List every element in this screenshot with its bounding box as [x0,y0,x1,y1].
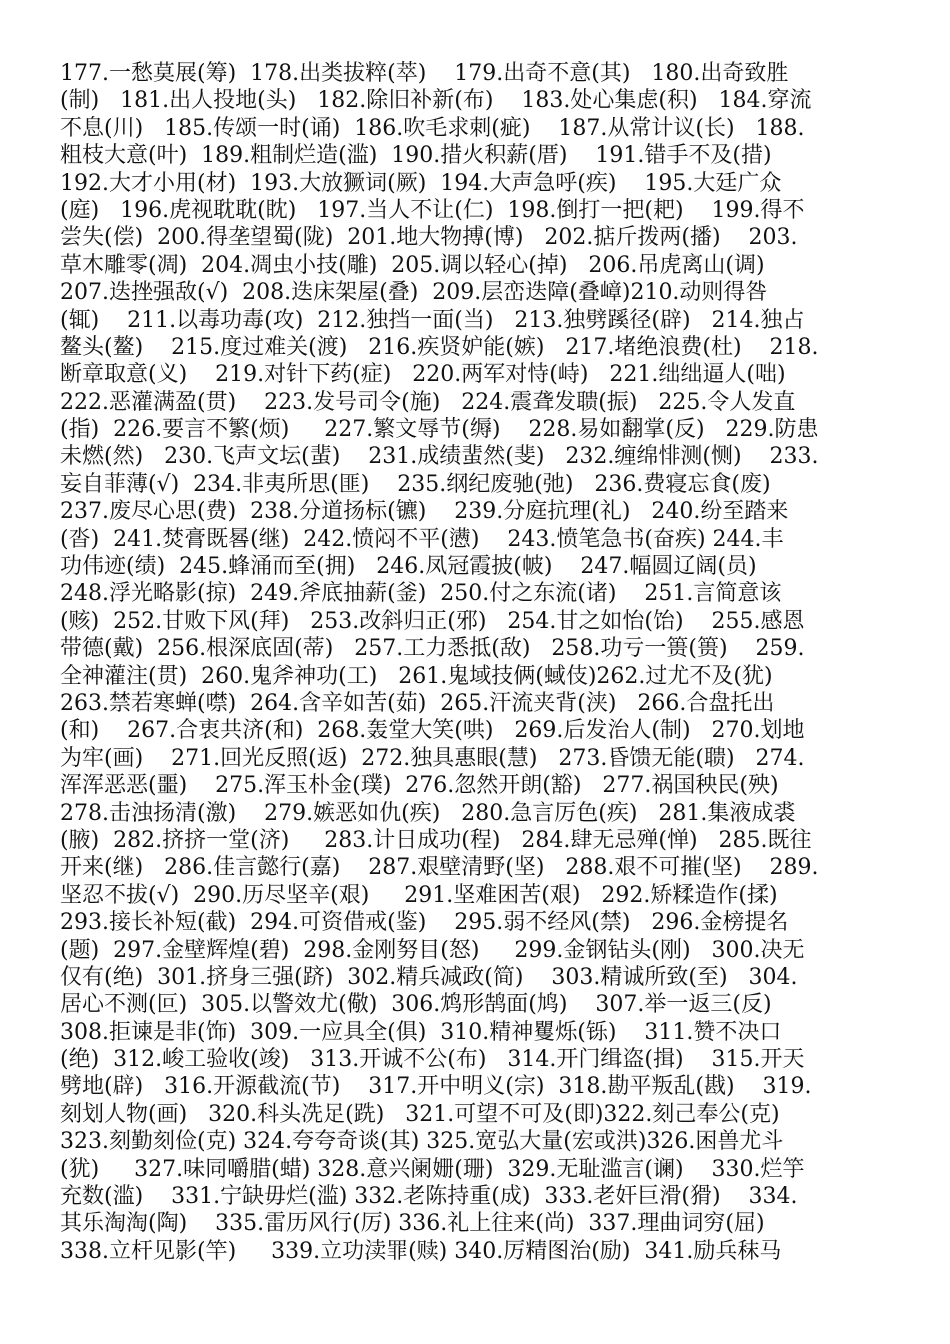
text-line: (制) 181.出人投地(头) 182.除旧补新(布) 183.处心集虑(积) 184.穿流 [60,88,812,114]
text-line: (指) 226.要言不繁(烦) 227.繁文辱节(缛) 228.易如翻掌(反) 229.防患 [60,417,819,443]
text-line: 263.禁若寒蝉(噤) 264.含辛如苦(茹) 265.汗流夹背(浃) 266.合盘托出 [60,690,775,716]
text-line: 尝失(偿) 200.得垄望蜀(陇) 201.地大物搏(博) 202.掂斤拨两(播) 203. [60,225,798,251]
text-line: 177.一愁莫展(筹) 178.出类拔粹(萃) 179.出奇不意(其) 180.出奇致胜 [60,61,789,86]
text-line: 功伟迹(绩) 245.蜂涌而至(拥) 246.凤冠霞披(帔) 247.幅圆辽阔(员) [60,554,757,580]
text-line: 断章取意(义) 219.对针下药(症) 220.两军对恃(峙) 221.绌绌逼人(咄) [60,362,786,388]
text-line: (辄) 211.以毒功毒(攻) 212.独挡一面(当) 213.独劈蹊径(辟) 214.独占 [60,307,805,333]
text-line: 全神灌注(贯) 260.鬼斧神功(工) 261.鬼域技俩(蜮伎)262.过尤不及(犹) [60,663,773,689]
text-line: 为牢(画) 271.回光反照(返) 272.独具惠眼(慧) 273.昏馈无能(聩) 274. [60,745,805,771]
text-line: 坚忍不拔(√) 290.历尽坚辛(艰) 291.坚难困苦(艰) 292.矫糅造作(揉) [60,882,778,908]
text-line: 其乐淘淘(陶) 335.雷历风行(厉) 336.礼上往来(尚) 337.理曲词穷(屈) [60,1211,765,1237]
text-line: 妄自菲薄(√) 234.非夷所思(匪) 235.纲纪废驰(弛) 236.费寝忘食(废) [60,471,771,497]
text-line: 237.废尽心思(费) 238.分道扬标(镳) 239.分庭抗理(礼) 240.纷至踏来 [60,499,789,525]
text-line: (庭) 196.虎视耽耽(眈) 197.当人不让(仁) 198.倒打一把(耙) 199.得不 [60,197,805,223]
text-line: 不息(川) 185.传颂一时(诵) 186.吹毛求刺(疵) 187.从常计议(长) 188. [60,115,805,141]
text-line [60,1265,890,1292]
text-line: 草木雕零(凋) 204.凋虫小技(雕) 205.调以轻心(掉) 206.吊虎离山(调) [60,252,765,278]
text-line: (犹) 327.味同嚼腊(蜡) 328.意兴阑姗(珊) 329.无耻滥言(谰) 330.烂竽 [60,1156,805,1182]
text-line: 248.浮光略影(掠) 249.斧底抽薪(釜) 250.付之东流(诸) 251.言简意该 [60,581,782,607]
text-line: (沓) 241.焚膏既晷(继) 242.愤闷不平(懑) 243.愤笔急书(奋疾) 244.丰 [60,526,784,552]
document-page [60,60,890,1290]
text-line: 222.恶灌满盈(贯) 223.发号司令(施) 224.震聋发聩(振) 225.令人发直 [60,389,796,415]
text-line: 207.迭挫强敌(√) 208.迭床架屋(叠) 209.层峦迭障(叠嶂)210.动则得咎 [60,280,768,306]
text-line: (题) 297.金壁辉煌(碧) 298.金刚努目(怒) 299.金钢钻头(刚) 300.决无 [60,937,805,963]
text-line: 充数(滥) 331.宁缺毋烂(滥) 332.老陈持重(成) 333.老奸巨滑(猾) 334. [60,1184,798,1210]
text-line: 鳌头(鳌) 215.度过难关(渡) 216.疾贤妒能(嫉) 217.堵绝浪费(杜) 218. [60,334,819,360]
text-line: (和) 267.合衷共济(和) 268.轰堂大笑(哄) 269.后发治人(制) 270.划地 [60,718,805,744]
text-line: 323.刻勤刻俭(克) 324.夸夸奇谈(其) 325.宽弘大量(宏或洪)326.困兽尤斗 [60,1129,784,1155]
text-line: 192.大才小用(材) 193.大放獗词(厥) 194.大声急呼(疾) 195.大廷广众 [60,170,782,196]
text-line: 278.击浊扬清(激) 279.嫉恶如仇(疾) 280.急言厉色(疾) 281.集液成裘 [60,800,796,826]
text-line: 居心不测(叵) 305.以警效尤(儆) 306.鸩形鹄面(鸠) 307.举一返三(反) [60,992,772,1018]
idiom-correction-list [60,60,890,1293]
text-line: 带德(戴) 256.根深底固(蒂) 257.工力悉抵(敌) 258.功亏一篑(篑) 259. [60,636,805,662]
text-line: 308.拒谏是非(饰) 309.一应具全(俱) 310.精神矍烁(铄) 311.赞不决口 [60,1019,782,1045]
text-line: 338.立杆见影(竿) 339.立功渎罪(赎) 340.厉精图治(励) 341.励兵秣马 [60,1238,782,1264]
text-line: (赅) 252.甘败下风(拜) 253.改斜归正(邪) 254.甘之如怡(饴) 255.感恩 [60,608,805,634]
text-line: (腋) 282.挤挤一堂(济) 283.计日成功(程) 284.肆无忌殚(惮) 285.既往 [60,827,812,853]
text-line: 开来(继) 286.佳言懿行(嘉) 287.艰壁清野(坚) 288.艰不可摧(坚) 289. [60,855,819,881]
text-line: (绝) 312.峻工验收(竣) 313.开诚不公(布) 314.开门缉盗(揖) 315.开天 [60,1047,805,1073]
text-line: 劈地(辟) 316.开源截流(节) 317.开中明义(宗) 318.勘平叛乱(戡) 319. [60,1074,812,1100]
text-line: 粗枝大意(叶) 189.粗制烂造(滥) 190.措火积薪(厝) 191.错手不及(措) [60,143,772,169]
text-line: 浑浑恶恶(噩) 275.浑玉朴金(璞) 276.忽然开朗(豁) 277.祸国秧民(殃) [60,773,779,799]
text-line: 293.接长补短(截) 294.可资借戒(鉴) 295.弱不经风(禁) 296.金榜提名 [60,910,789,936]
text-line: 仅有(绝) 301.挤身三强(跻) 302.精兵减政(简) 303.精诚所致(至) 304. [60,964,798,990]
text-line: 未燃(然) 230.飞声文坛(蜚) 231.成绩蜚然(斐) 232.缠绵悱测(恻) 233. [60,444,819,470]
text-line: 刻划人物(画) 320.科头冼足(跣) 321.可望不可及(即)322.刻己奉公(克) [60,1101,780,1127]
